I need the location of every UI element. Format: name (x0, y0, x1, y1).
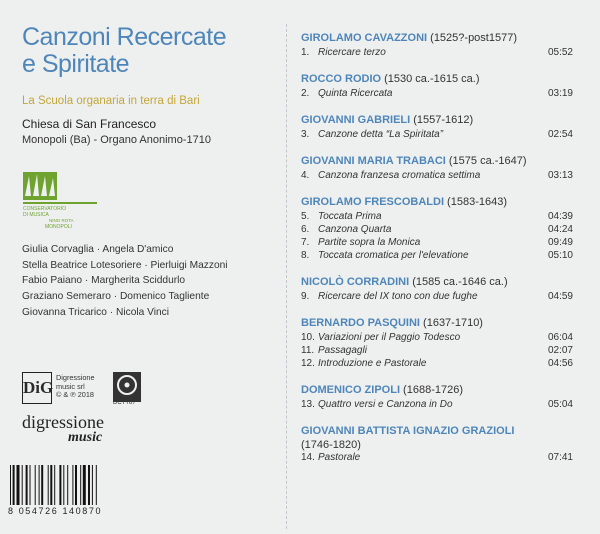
left-panel (0, 0, 270, 534)
composer-dates: (1530 ca.-1615 ca.) (381, 73, 480, 85)
track-duration: 07:41 (547, 452, 573, 463)
track-row (301, 331, 591, 344)
track-number: 1. (301, 47, 310, 58)
logo-line1: CONSERVATORIO (23, 206, 66, 212)
track-row (301, 357, 591, 370)
brand-wordmark: digressione (22, 412, 104, 432)
track-title: Quattro versi e Canzona in Do (318, 399, 453, 410)
composer-block (301, 421, 591, 464)
track-title: Ricercare del IX tono con due fughe (318, 291, 478, 302)
composer-heading (301, 69, 591, 87)
track-row (301, 169, 591, 182)
composer-block (301, 192, 591, 262)
track-row (301, 451, 591, 464)
composer-name: GIOVANNI BATTISTA IGNAZIO GRAZIOLI (301, 425, 515, 437)
track-title: Pastorale (318, 452, 361, 463)
composer-name: GIROLAMO FRESCOBALDI (301, 196, 444, 208)
composer-heading (301, 313, 591, 331)
composer-dates: (1637-1710) (419, 317, 483, 329)
track-duration: 05:04 (547, 399, 573, 410)
track-duration: 03:13 (547, 170, 573, 181)
track-number: 7. (301, 237, 310, 248)
track-number: 6. (301, 224, 310, 235)
track-number: 8. (301, 250, 310, 261)
track-duration: 03:19 (547, 88, 573, 99)
brand-wordmark-music: music (68, 430, 103, 445)
album-title (22, 24, 226, 78)
dig-logo: DiG (22, 372, 52, 404)
barcode (8, 465, 132, 509)
track-row (301, 249, 591, 262)
conservatorio-logo-graphic (19, 170, 101, 232)
composer-name: BERNARDO PASQUINI (301, 317, 420, 329)
track-number: 2. (301, 88, 310, 99)
track-number: 9. (301, 291, 310, 302)
composer-name: DOMENICO ZIPOLI (301, 384, 400, 396)
track-duration: 02:07 (547, 345, 573, 356)
composer-block (301, 110, 591, 141)
track-number: 10. (301, 332, 315, 343)
track-number: 5. (301, 211, 310, 222)
track-number: 4. (301, 170, 310, 181)
composer-dates: (1525?-post1577) (427, 32, 517, 44)
composer-dates: (1585 ca.-1646 ca.) (409, 276, 508, 288)
track-duration: 04:59 (547, 291, 573, 302)
composer-heading (301, 380, 591, 398)
performers-line: Fabio Paiano · Margherita Sciddurlo (22, 275, 186, 287)
composer-dates: (1557-1612) (410, 114, 474, 126)
performers-line: Giulia Corvaglia · Angela D'amico (22, 244, 174, 255)
track-row (301, 290, 591, 303)
composer-block (301, 69, 591, 100)
track-duration: 04:39 (547, 211, 573, 222)
performers-line: Giovanna Tricarico · Nicola Vinci (22, 306, 170, 318)
performers-list (22, 242, 228, 321)
album-title-line2: e Spiritate (22, 50, 130, 78)
logo-line3: NINO ROTA (49, 218, 74, 223)
tracklist (301, 28, 591, 474)
track-title: Ricercare terzo (318, 47, 386, 58)
track-row (301, 128, 591, 141)
track-row (301, 223, 591, 236)
track-title: Variazioni per il Paggio Todesco (318, 332, 461, 343)
track-row (301, 344, 591, 357)
track-title: Canzona franzesa cromatica settima (318, 170, 481, 181)
track-duration: 09:49 (547, 237, 573, 248)
track-title: Introduzione e Pastorale (318, 358, 427, 369)
composer-heading (301, 151, 591, 169)
composer-name: NICOLÒ CORRADINI (301, 276, 410, 288)
label-line1: Digressione (56, 373, 95, 382)
track-row (301, 210, 591, 223)
track-title: Quinta Ricercata (318, 88, 393, 99)
composer-block (301, 313, 591, 370)
track-row (301, 46, 591, 59)
compact-disc-icon (113, 372, 141, 402)
track-number: 13. (301, 399, 315, 410)
conservatorio-logo (19, 170, 101, 232)
track-number: 14. (301, 452, 315, 463)
track-number: 11. (301, 345, 315, 356)
album-title-line1: Canzoni Recercate (22, 23, 227, 51)
composer-dates: (1583-1643) (444, 196, 507, 208)
track-row (301, 87, 591, 100)
track-duration: 02:54 (547, 129, 573, 140)
track-number: 3. (301, 129, 310, 140)
composer-heading (301, 192, 591, 210)
composer-name: GIROLAMO CAVAZZONI (301, 32, 428, 44)
performers-line: Graziano Semeraro · Domenico Tagliente (22, 291, 210, 303)
composer-heading (301, 110, 591, 128)
composer-block (301, 151, 591, 182)
composer-heading (301, 421, 591, 451)
catalog-code: DCTT87 (113, 400, 136, 406)
track-title: Canzona Quarta (318, 224, 392, 235)
cd-logo (113, 372, 141, 402)
track-title: Toccata cromatica per l'elevatione (318, 250, 469, 261)
label-info (56, 374, 95, 400)
track-duration: 06:04 (547, 332, 573, 343)
album-subtitle: La Scuola organaria in terra di Bari (22, 95, 200, 107)
track-duration: 04:24 (547, 224, 573, 235)
track-title: Canzone detta “La Spiritata” (318, 129, 444, 140)
track-number: 12. (301, 358, 315, 369)
track-row (301, 236, 591, 249)
track-duration: 05:52 (547, 47, 573, 58)
track-duration: 04:56 (547, 358, 573, 369)
logo-line4: MONOPOLI (45, 224, 72, 230)
performers-line: Stella Beatrice Lotesoriere · Pierluigi Mazzoni (22, 259, 228, 271)
organ-info: Monopoli (Ba) - Organo Anonimo-1710 (22, 134, 211, 146)
composer-block (301, 380, 591, 411)
track-row (301, 398, 591, 411)
track-duration: 05:10 (547, 250, 573, 261)
composer-dates: (1746-1820) (301, 439, 361, 451)
label-line3: © & ℗ 2018 (56, 390, 94, 400)
composer-dates: (1575 ca.-1647) (445, 155, 527, 167)
composer-block (301, 272, 591, 303)
track-title: Passagagli (318, 345, 367, 356)
composer-block (301, 28, 591, 59)
barcode-number: 8 054726 140870 (8, 506, 103, 516)
composer-heading (301, 28, 591, 46)
composer-name: GIOVANNI MARIA TRABACI (301, 155, 446, 167)
divider (286, 24, 287, 529)
track-title: Partite sopra la Monica (318, 237, 421, 248)
composer-dates: (1688-1726) (400, 384, 463, 396)
venue: Chiesa di San Francesco (22, 117, 157, 131)
composer-heading (301, 272, 591, 290)
composer-name: GIOVANNI GABRIELI (301, 114, 411, 126)
track-title: Toccata Prima (318, 211, 382, 222)
composer-name: ROCCO RODIO (301, 73, 382, 85)
logo-line2: DI MUSICA (23, 212, 49, 218)
label-line2: music srl (56, 381, 85, 391)
